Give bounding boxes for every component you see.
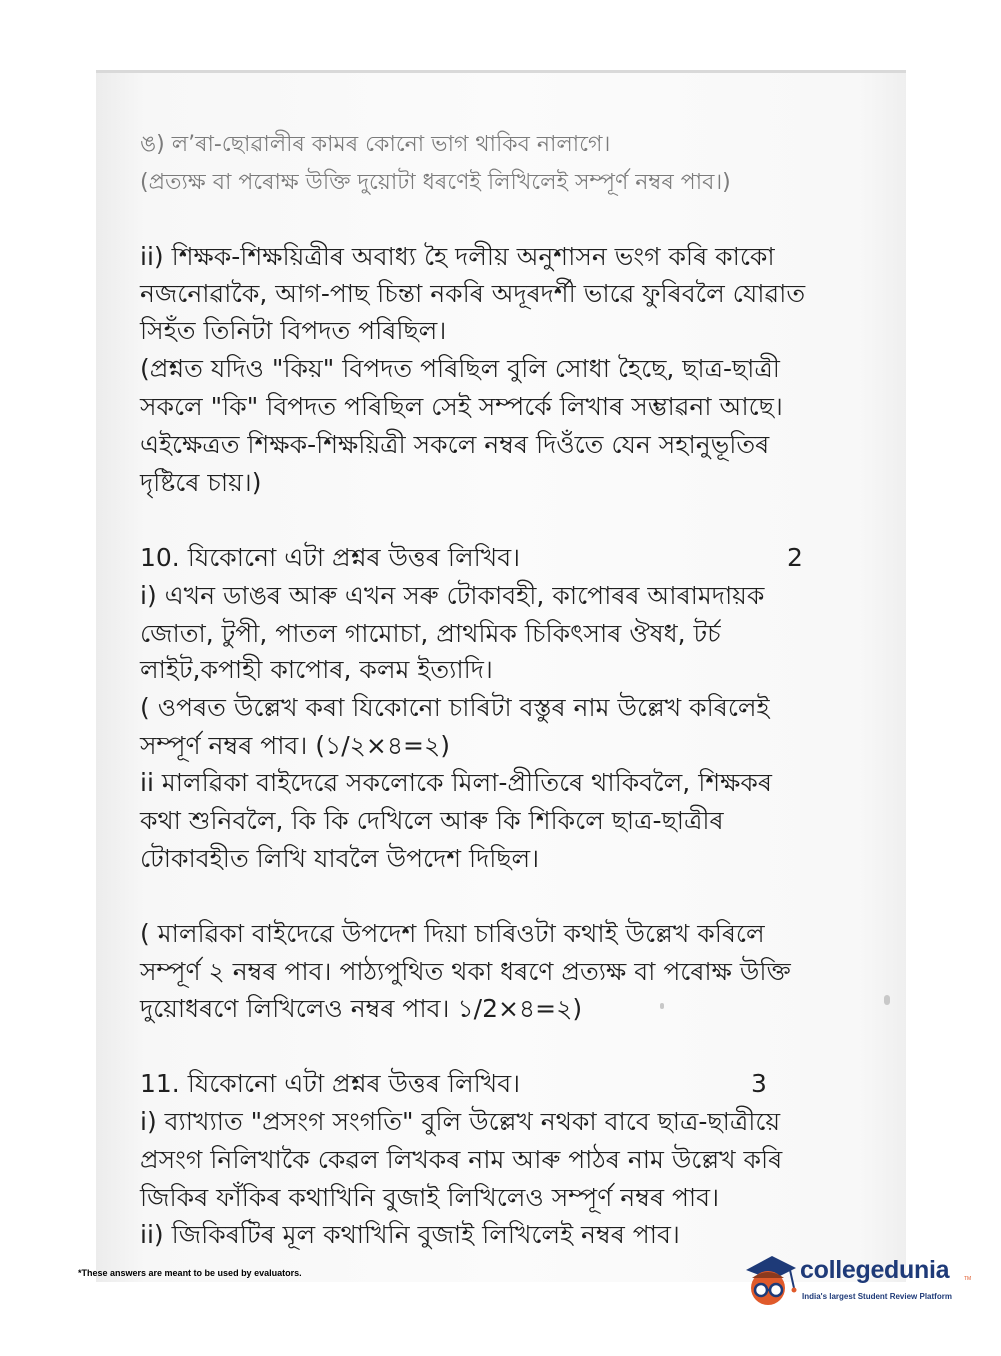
text-line: ii) জিকিৰটিৰ মূল কথাখিনি বুজাই লিখিলেই নম্বৰ পাব। (140, 1220, 680, 1249)
brand-tagline: India's largest Student Review Platform (802, 1292, 952, 1301)
scan-speck (660, 1003, 664, 1009)
brand-name: collegedunia (800, 1256, 950, 1284)
question-11-heading: 11. যিকোনো এটা প্ৰশ্নৰ উত্তৰ লিখিব। (140, 1069, 521, 1098)
text-line: সিহঁত তিনিটা বিপদত পৰিছিল। (140, 316, 447, 345)
text-line: কথা শুনিবলৈ, কি কি দেখিলে আৰু কি শিকিলে ছাত্ৰ-ছাত্ৰীৰ (140, 806, 724, 835)
question-10-heading: 10. যিকোনো এটা প্ৰশ্নৰ উত্তৰ লিখিব। (140, 543, 521, 572)
text-line: লাইট,কপাহী কাপোৰ, কলম ইত্যাদি। (140, 655, 493, 684)
collegedunia-logo (738, 1248, 972, 1314)
question-10-marks: 2 (787, 543, 803, 572)
text-line: নজনোৱাকৈ, আগ-পাছ চিন্তা নকৰি অদূৰদৰ্শী ভাৱে ফুৰিবলৈ যোৱাত (140, 279, 806, 308)
text-line: সম্পূৰ্ণ নম্বৰ পাব। (১/২×৪=২) (140, 731, 451, 760)
text-line: i) ব্যাখ্যাত "প্ৰসংগ সংগতি" বুলি উল্লেখ নথকা বাবে ছাত্ৰ-ছাত্ৰীয়ে (140, 1107, 781, 1136)
text-line: টোকাবহীত লিখি যাবলৈ উপদেশ দিছিল। (140, 844, 540, 873)
text-line: ( ওপৰত উল্লেখ কৰা যিকোনো চাৰিটা বস্তুৰ নাম উল্লেখ কৰিলেই (140, 693, 770, 722)
text-line: ii মালৱিকা বাইদেৱে সকলোকে মিলা-প্ৰীতিৰে থাকিবলৈ, শিক্ষকৰ (140, 768, 772, 797)
text-line: জিকিৰ ফাঁকিৰ কথাখিনি বুজাই লিখিলেও সম্পূৰ্ণ নম্বৰ পাব। (140, 1183, 720, 1212)
question-11-marks: 3 (751, 1069, 767, 1098)
text-line: এইক্ষেত্ৰত শিক্ষক-শিক্ষয়িত্ৰী সকলে নম্বৰ দিওঁতে যেন সহানুভূতিৰ (140, 430, 770, 459)
text-line: সকলে "কি" বিপদত পৰিছিল সেই সম্পৰ্কে লিখাৰ সম্ভাৱনা আছে। (140, 392, 783, 421)
brand-trademark: TM (964, 1276, 972, 1282)
text-line: (প্ৰশ্নত যদিও "কিয়" বিপদত পৰিছিল বুলি সোধা হৈছে, ছাত্ৰ-ছাত্ৰী (140, 354, 780, 383)
text-line: ঙ) ল’ৰা-ছোৱালীৰ কামৰ কোনো ভাগ থাকিব নালাগে। (140, 132, 611, 157)
text-line: ( মালৱিকা বাইদেৱে উপদেশ দিয়া চাৰিওটা কথাই উল্লেখ কৰিলে (140, 919, 765, 948)
text-line: দৃষ্টিৰে চায়।) (140, 468, 262, 497)
scan-speck (884, 995, 890, 1005)
student-mascot-icon (738, 1248, 800, 1314)
text-line: জোতা, টুপী, পাতল গামোচা, প্ৰাথমিক চিকিৎসাৰ ঔষধ, টৰ্চ (140, 619, 721, 648)
text-line: প্ৰসংগ নিলিখাকৈ কেৱল লিখকৰ নাম আৰু পাঠৰ নাম উল্লেখ কৰি (140, 1145, 783, 1174)
text-line: ii) শিক্ষক-শিক্ষয়িত্ৰীৰ অবাধ্য হৈ দলীয় অনুশাসন ভংগ কৰি কাকো (140, 242, 775, 271)
text-line: (প্ৰত্যক্ষ বা পৰোক্ষ উক্তি দুয়োটা ধৰণেই লিখিলেই সম্পূৰ্ণ নম্বৰ পাব।) (140, 170, 731, 195)
scan-edge (96, 70, 906, 73)
evaluator-footnote: *These answers are meant to be used by evaluators. (78, 1268, 302, 1278)
text-line: সম্পূৰ্ণ ২ নম্বৰ পাব। পাঠ্যপুথিত থকা ধৰণে প্ৰত্যক্ষ বা পৰোক্ষ উক্তি (140, 957, 791, 986)
text-line: i) এখন ডাঙৰ আৰু এখন সৰু টোকাবহী, কাপোৰৰ আৰামদায়ক (140, 581, 765, 610)
text-line: দুয়োধৰণে লিখিলেও নম্বৰ পাব। ১/2×৪=২) (140, 994, 583, 1023)
